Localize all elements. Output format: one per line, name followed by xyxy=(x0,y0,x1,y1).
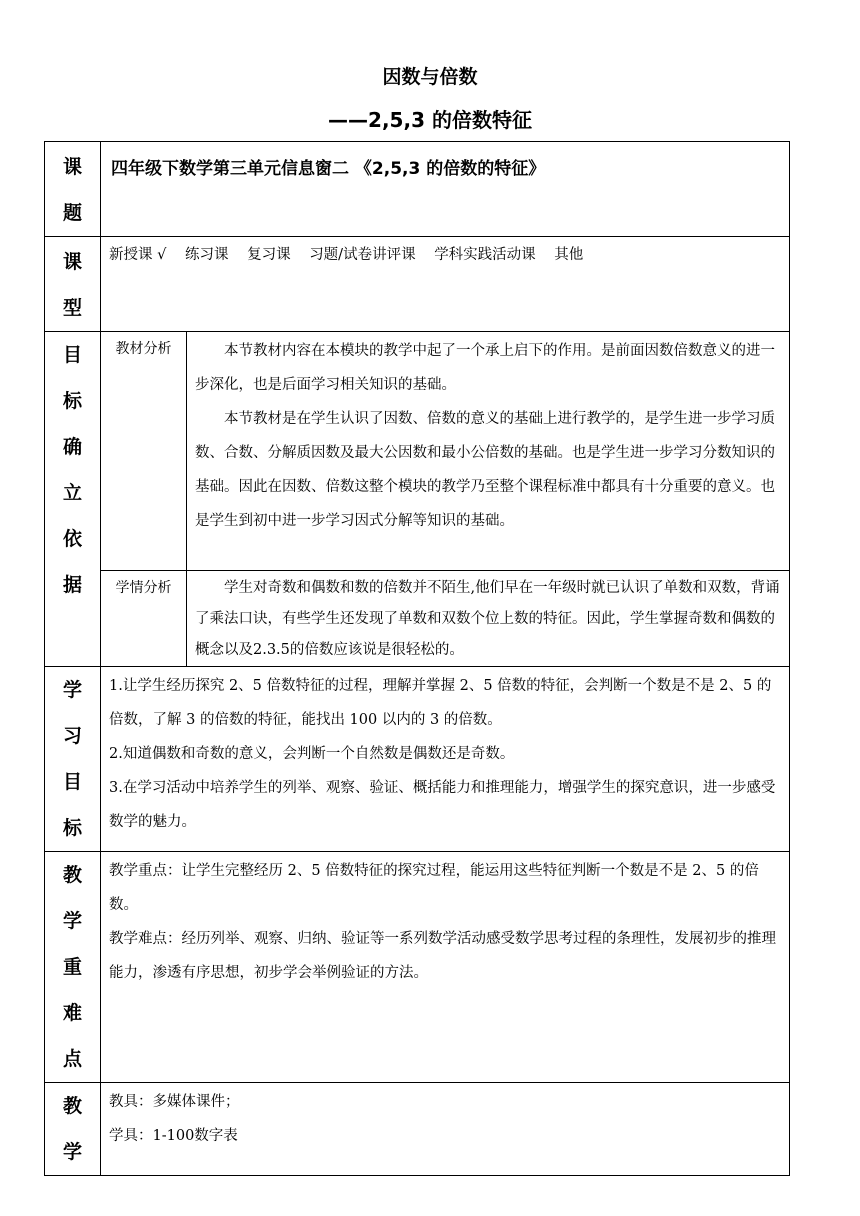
row-student-analysis xyxy=(45,571,790,667)
label-tools: 教 学 xyxy=(45,1083,101,1176)
label-keypoints: 教 学 重 难 点 xyxy=(45,852,101,1083)
type-option: 学科实践活动课 xyxy=(434,247,536,263)
goal-item: 1.让学生经历探究 2、5 倍数特征的过程，理解并掌握 2、5 倍数的特征，会判断一个数是不是 2、5 的倍数，了解 3 的倍数的特征，能找出 100 以内的 3 的倍数。 xyxy=(109,678,772,728)
document-subtitle: ——2,5,3 的倍数特征 xyxy=(328,108,532,132)
goal-item: 3.在学习活动中培养学生的列举、观察、验证、概括能力和推理能力，增强学生的探究意识，进一步感受数学的魅力。 xyxy=(109,780,776,830)
goal-item: 2.知道偶数和奇数的意义，会判断一个自然数是偶数还是奇数。 xyxy=(109,746,515,762)
label-material-analysis: 教材分析 xyxy=(101,332,187,571)
label-goals: 学 习 目 标 xyxy=(45,667,101,852)
topic-text: 四年级下数学第三单元信息窗二 《2,5,3 的倍数的特征》 xyxy=(101,142,790,237)
label-topic: 课 题 xyxy=(45,142,101,237)
tool-item: 教具：多媒体课件； xyxy=(109,1094,240,1110)
row-goals xyxy=(45,667,790,852)
label-basis: 目 标 确 立 依 据 xyxy=(45,332,101,667)
row-material-analysis xyxy=(45,332,790,571)
student-analysis-text: 学生对奇数和偶数和数的倍数并不陌生,他们早在一年级时就已认识了单数和双数，背诵了乘法口诀，有些学生还发现了单数和双数个位上数的特征。因此，学生掌握奇数和偶数的概念以及2.3.5的倍数应该说是很轻松的。 xyxy=(187,571,790,667)
keypoint-item: 教学重点：让学生完整经历 2、5 倍数特征的探究过程，能运用这些特征判断一个数是不是 2、5 的倍数。 xyxy=(109,863,759,913)
row-keypoints xyxy=(45,852,790,1083)
type-option: 其他 xyxy=(554,247,584,263)
row-type xyxy=(45,237,790,332)
tools-text xyxy=(101,1083,790,1176)
label-student-analysis: 学情分析 xyxy=(101,571,187,667)
keypoint-item: 教学难点：经历列举、观察、归纳、验证等一系列数学活动感受数学思考过程的条理性，发展初步的推理能力，渗透有序思想，初步学会举例验证的方法。 xyxy=(109,931,776,981)
goals-text xyxy=(101,667,790,852)
type-option: 练习课 xyxy=(184,247,229,263)
type-option: 习题/试卷讲评课 xyxy=(309,247,416,263)
row-topic xyxy=(45,142,790,237)
lesson-plan-table xyxy=(44,141,790,1176)
row-tools xyxy=(45,1083,790,1176)
document-title: 因数与倍数 xyxy=(382,66,478,88)
lesson-type-options xyxy=(101,237,790,332)
label-type: 课 型 xyxy=(45,237,101,332)
type-option: 新授课 √ xyxy=(109,247,167,263)
tool-item: 学具：1-100数字表 xyxy=(109,1128,238,1144)
material-analysis-text: 本节教材内容在本模块的教学中起了一个承上启下的作用。是前面因数倍数意义的进一步深化，也是后面学习相关知识的基础。 本节教材是在学生认识了因数、倍数的意义的基础上进行教学的，是学生进一步学习质数、合数、分解质因数及最大公因数和最小公倍数的基础。也是学生进一步学习分数知识的基础。因此在因数、倍数这整个模块的教学乃至整个课程标准中都具有十分重要的意义。也是学生到初中进一步学习因式分解等知识的基础。 xyxy=(187,332,790,571)
type-option: 复习课 xyxy=(247,247,291,263)
keypoints-text xyxy=(101,852,790,1083)
